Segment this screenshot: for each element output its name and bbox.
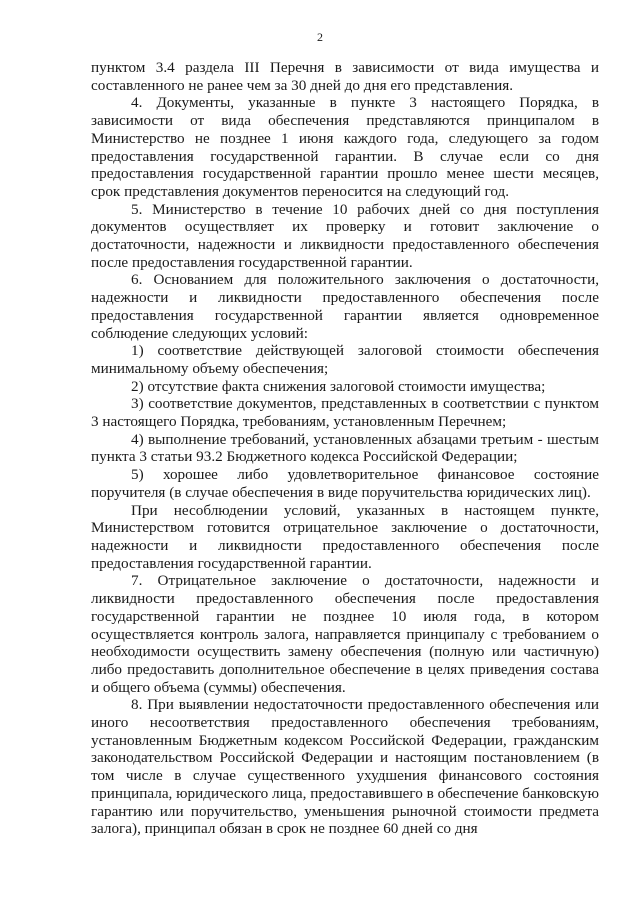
paragraph-item-8: 8. При выявлении недостаточности предоставленного обеспечения или иного несоответствия предоставленного обеспечения требованиям, установленным Бюджетным кодексом Российской Федерации, гражданским законодательством Российской Федерации и настоящим постановлением (в том числе в случае существенного ухудшения финансового состояния принципала, юридического лица, предоставившего в обеспечение банковскую гарантию или поручительство, уменьшения рыночной стоимости предмета залога), принципал обязан в срок не позднее 60 дней со дня [91,696,599,838]
condition-2: 2) отсутствие факта снижения залоговой стоимости имущества; [131,377,546,395]
paragraph-noncompliance: При несоблюдении условий, указанных в настоящем пункте, Министерством готовится отрицательное заключение о достаточности, надежности и ликвидности предоставленного обеспечения после предоставления государственной гарантии. [91,501,599,572]
paragraph-continuation: пунктом 3.4 раздела III Перечня в зависимости от вида имущества и составленного не ранее чем за 30 дней до дня его представления. [91,59,599,94]
condition-5: 5) хорошее либо удовлетворительное финансовое состояние поручителя (в случае обеспечения в виде поручительства юридических лиц). [91,466,599,501]
paragraph-item-7: 7. Отрицательное заключение о достаточности, надежности и ликвидности предоставленного обеспечения после предоставления государственной гарантии не позднее 10 июля года, в котором осуществляется контроль залога, направляется принципалу с требованием о необходимости осуществить замену обеспечения (полную или частичную) либо предоставить дополнительное обеспечение в целях приведения состава и общего объема (суммы) обеспечения. [91,572,599,696]
condition-1: 1) соответствие действующей залоговой стоимости обеспечения минимальному объему обеспечения; [91,342,599,377]
document-body [91,59,599,838]
page-number: 2 [317,30,323,44]
condition-3: 3) соответствие документов, представленных в соответствии с пунктом 3 настоящего Порядка, требованиям, установленным Перечнем; [91,395,599,431]
paragraph-item-6: 6. Основанием для положительного заключения о достаточности, надежности и ликвидности предоставленного обеспечения после предоставления государственной гарантии является одновременное соблюдение следующих условий: [91,271,599,342]
condition-4: 4) выполнение требований, установленных абзацами третьим - шестым пункта 3 статьи 93.2 Бюджетного кодекса Российской Федерации; [91,430,599,466]
paragraph-item-5: 5. Министерство в течение 10 рабочих дней со дня поступления документов осуществляет их проверку и готовит заключение о достаточности, надежности и ликвидности предоставленного обеспечения после предоставления государственной гарантии. [91,200,599,271]
paragraph-item-4: 4. Документы, указанные в пункте 3 настоящего Порядка, в зависимости от вида обеспечения представляются принципалом в Министерство не позднее 1 июня каждого года, следующего за годом предоставления государственной гарантии. В случае если со дня предоставления государственной гарантии прошло менее шести месяцев, срок представления документов переносится на следующий год. [91,94,599,200]
